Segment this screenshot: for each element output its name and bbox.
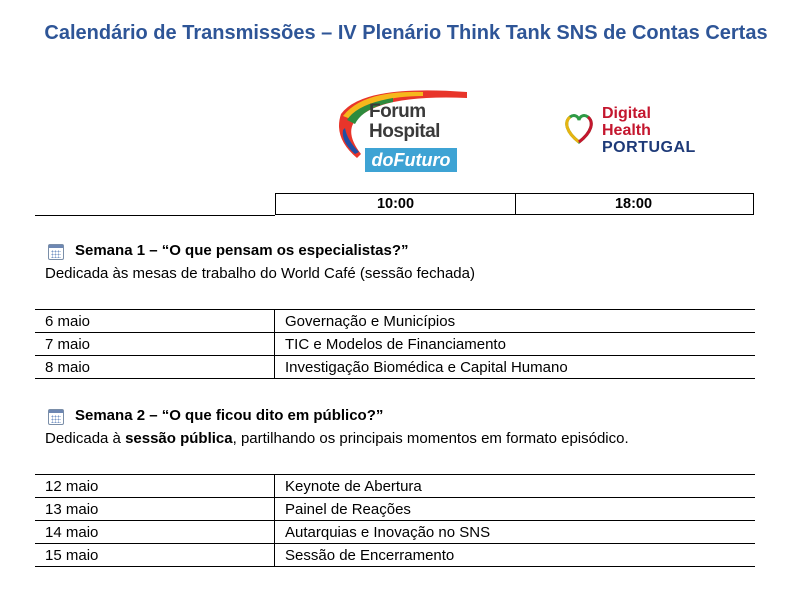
- week1-description: Dedicada às mesas de trabalho do World Café (sessão fechada): [45, 265, 475, 282]
- row-topic: Sessão de Encerramento: [285, 547, 455, 564]
- table-row: [35, 521, 755, 544]
- digital-health-line3: PORTUGAL: [602, 139, 696, 156]
- row-topic: TIC e Modelos de Financiamento: [285, 336, 506, 353]
- week2-description-bold: sessão pública: [125, 430, 233, 447]
- time-header-blank-cell: [35, 193, 275, 216]
- row-topic: Governação e Municípios: [285, 313, 456, 330]
- week2-schedule-table: [35, 474, 755, 567]
- week1-title: Semana 1 – “O que pensam os especialistas?”: [75, 242, 409, 259]
- forum-hospital-logo: [333, 84, 467, 176]
- week2-description: [45, 430, 629, 447]
- forum-logo-line2: Hospital: [369, 121, 440, 142]
- week2-description-pre: Dedicada à: [45, 430, 126, 447]
- forum-logo-line1: Forum: [369, 101, 426, 122]
- digital-health-line1: Digital: [602, 105, 651, 122]
- week2-title: Semana 2 – “O que ficou dito em público?”: [75, 407, 384, 424]
- calendar-icon: [48, 409, 64, 425]
- digital-health-logo: [562, 104, 712, 164]
- table-row: [35, 333, 755, 356]
- table-row: [35, 356, 755, 379]
- time-header-table: [35, 193, 755, 215]
- table-row: [35, 498, 755, 521]
- row-topic: Autarquias e Inovação no SNS: [285, 524, 491, 541]
- row-date: 14 maio: [45, 524, 99, 541]
- time-header-1000: 10:00: [275, 193, 516, 215]
- page-title: Calendário de Transmissões – IV Plenário Think Tank SNS de Contas Certas: [44, 22, 768, 44]
- table-row: [35, 310, 755, 333]
- row-date: 8 maio: [45, 359, 91, 376]
- digital-health-line2: Health: [602, 122, 651, 139]
- calendar-icon: [48, 244, 64, 260]
- row-topic: Keynote de Abertura: [285, 478, 422, 495]
- row-date: 15 maio: [45, 547, 99, 564]
- table-row: [35, 475, 755, 498]
- time-header-1800: 18:00: [514, 193, 754, 215]
- heart-icon: [562, 108, 596, 148]
- forum-logo-bar: doFuturo: [365, 148, 457, 172]
- row-date: 12 maio: [45, 478, 99, 495]
- week1-schedule-table: [35, 309, 755, 379]
- row-date: 13 maio: [45, 501, 99, 518]
- row-date: 6 maio: [45, 313, 91, 330]
- row-topic: Investigação Biomédica e Capital Humano: [285, 359, 568, 376]
- table-row: [35, 544, 755, 567]
- row-date: 7 maio: [45, 336, 91, 353]
- row-topic: Painel de Reações: [285, 501, 411, 518]
- week2-description-post: , partilhando os principais momentos em formato episódico.: [232, 430, 629, 447]
